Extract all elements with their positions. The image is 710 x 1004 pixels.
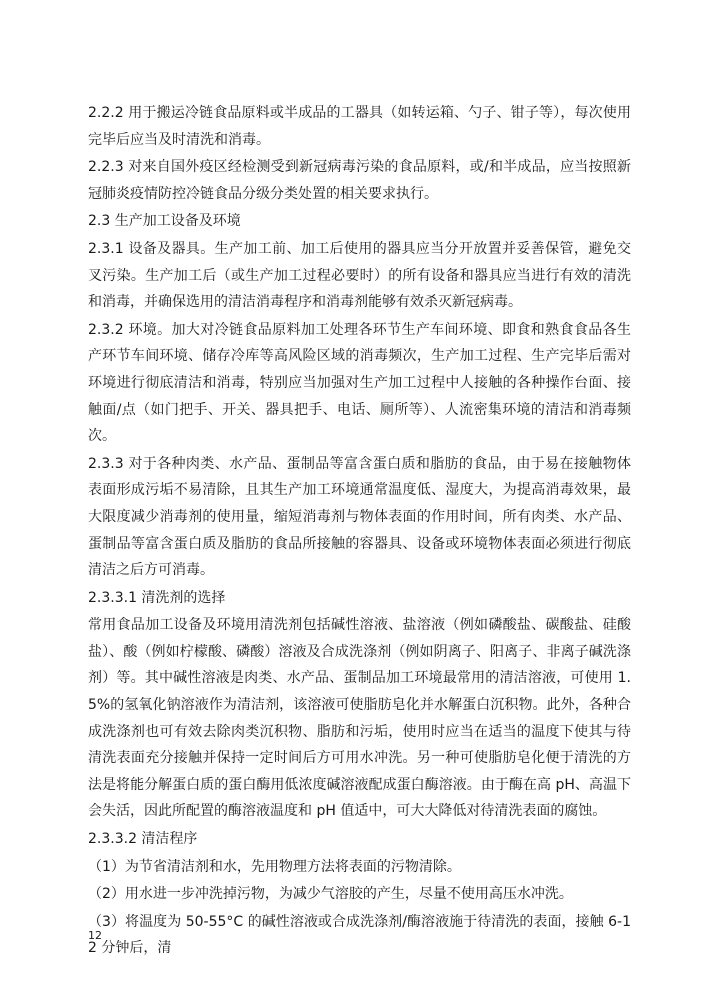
list-item-step-2: （2）用水进一步冲洗掉污物，为减少气溶胶的产生，尽量不使用高压水冲洗。 (88, 886, 573, 903)
paragraph-2-2-3: 2.2.3 对来自国外疫区经检测受到新冠病毒污染的食品原料，或/和半成品，应当按照新冠肺炎疫情防控冷链食品分级分类处置的相关要求执行。 (88, 159, 631, 202)
page-number: 12 (88, 929, 102, 942)
section-heading-2-3-3-1: 2.3.3.1 清洗剂的选择 (88, 589, 226, 606)
paragraph-2-3-1: 2.3.1 设备及器具。生产加工前、加工后使用的器具应当分开放置并妥善保管，避免交叉污染。生产加工后（或生产加工过程必要时）的所有设备和器具应当进行有效的清洗和消毒，并确保选用的清洁消毒程序和消毒剂能够有效杀灭新冠病毒。 (88, 240, 631, 311)
list-item-step-1: （1）为节省清洁剂和水，先用物理方法将表面的污物清除。 (88, 858, 461, 875)
paragraph-2-3-2: 2.3.2 环境。加大对冷链食品原料加工处理各环节生产车间环境、即食和熟食食品各生产环节车间环境、储存冷库等高风险区域的消毒频次，生产加工过程、生产完毕后需对环境进行彻底清洁和消毒，特别应当加强对生产加工过程中人接触的各种操作台面、接触面/点（如门把手、开关、器具把手、电话、厕所等）、人流密集环境的清洁和消毒频次。 (88, 321, 631, 445)
section-heading-2-3-3-2: 2.3.3.2 清洁程序 (88, 831, 198, 848)
document-body (88, 100, 631, 963)
section-heading-2-3: 2.3 生产加工设备及环境 (88, 213, 241, 230)
paragraph-cleaning-agents: 常用食品加工设备及环境用清洗剂包括碱性溶液、盐溶液（例如磷酸盐、碳酸盐、硅酸盐）、酸（例如柠檬酸、磷酸）溶液及合成洗涤剂（例如阴离子、阳离子、非离子碱洗涤剂）等。其中碱性溶液是肉类、水产品、蛋制品加工环境最常用的清洁溶液，可使用 1.5%的氢氧化钠溶液作为清洁剂，该溶液可使脂肪皂化并水解蛋白沉积物。此外，各种合成洗涤剂也可有效去除肉类沉积物、脂肪和污垢，使用时应当在适当的温度下使其与待清洗表面充分接触并保持一定时间后方可用水冲洗。另一种可使脂肪皂化便于清洗的方法是将能分解蛋白质的蛋白酶用低浓度碱溶液配成蛋白酶溶液。由于酶在高 pH、高温下会失活，因此所配置的酶溶液温度和 pH 值适中，可大大降低对待清洗表面的腐蚀。 (88, 617, 631, 820)
list-item-step-3: （3）将温度为 50-55°C 的碱性溶液或合成洗涤剂/酶溶液施于待清洗的表面，接触 6-12 分钟后，清 (88, 913, 631, 957)
paragraph-2-3-3: 2.3.3 对于各种肉类、水产品、蛋制品等富含蛋白质和脂肪的食品，由于易在接触物体表面形成污垢不易清除，且其生产加工环境通常温度低、湿度大，为提高消毒效果，最大限度减少消毒剂的使用量，缩短消毒剂与物体表面的作用时间，所有肉类、水产品、蛋制品等富含蛋白质及脂肪的食品所接触的容器具、设备或环境物体表面必须进行彻底清洁之后方可消毒。 (88, 455, 631, 579)
paragraph-2-2-2: 2.2.2 用于搬运冷链食品原料或半成品的工器具（如转运箱、勺子、钳子等），每次使用完毕后应当及时清洗和消毒。 (88, 105, 631, 148)
